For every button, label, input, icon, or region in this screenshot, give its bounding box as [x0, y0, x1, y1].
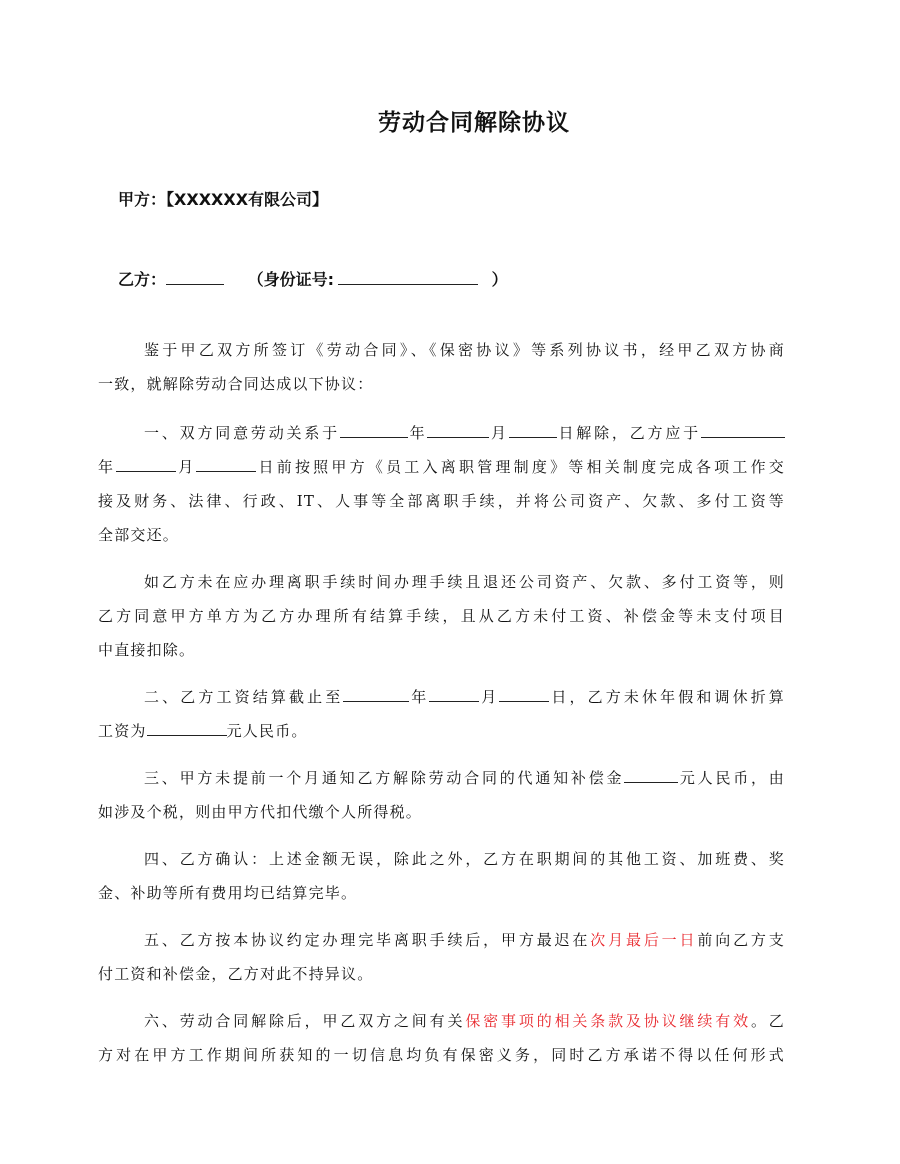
amount-blank[interactable]	[147, 721, 227, 736]
text: 前向乙方支	[697, 931, 785, 949]
clause-2-line	[98, 687, 785, 707]
month-blank[interactable]	[427, 423, 489, 438]
clause-3-line: 如涉及个税，则由甲方代扣代缴个人所得税。	[98, 803, 423, 821]
text: 年	[409, 688, 430, 706]
text: 月	[489, 424, 509, 442]
month-blank-fill[interactable]	[116, 457, 176, 472]
id-close: ）	[491, 270, 508, 289]
clause-1b-line: 如乙方未在应办理离职手续时间办理手续且退还公司资产、欠款、多付工资等，则	[144, 573, 785, 591]
highlighted-text: 次月最后一日	[590, 931, 698, 949]
clause-5-line	[98, 930, 785, 950]
day-blank[interactable]	[196, 457, 256, 472]
highlighted-text: 保密事项的相关条款及协议继续有效	[465, 1012, 751, 1030]
text: 元人民币，由	[678, 769, 786, 787]
text: 月	[176, 458, 197, 476]
day-blank[interactable]	[509, 423, 557, 438]
clause-1-line: 接及财务、法律、行政、IT、人事等全部离职手续，并将公司资产、欠款、多付工资等	[98, 492, 785, 510]
year-blank[interactable]	[340, 423, 408, 438]
preamble-line: 鉴于甲乙双方所签订《劳动合同》、《保密协议》等系列协议书，经甲乙双方协商	[144, 341, 785, 359]
document-title: 劳动合同解除协议	[378, 110, 570, 136]
text: 六、劳动合同解除后，甲乙双方之间有关	[144, 1012, 466, 1030]
month-blank[interactable]	[429, 687, 479, 702]
party-b-name-blank[interactable]	[166, 270, 224, 285]
clause-4-line: 四、乙方确认：上述金额无误，除此之外，乙方在职期间的其他工资、加班费、奖	[144, 850, 785, 868]
clause-2-line	[98, 721, 785, 741]
party-a-label: 甲方：	[118, 190, 167, 209]
clause-1-line	[98, 423, 785, 443]
text: 工资为	[98, 722, 147, 740]
amount-blank[interactable]	[624, 768, 678, 783]
text: 日前按照甲方《员工入离职管理制度》等相关制度完成各项工作交	[256, 458, 785, 476]
id-label: （身份证号:	[247, 270, 334, 289]
clause-1b-line: 中直接扣除。	[98, 641, 196, 659]
year-blank[interactable]	[701, 423, 785, 438]
text: 日解除，乙方应于	[556, 424, 702, 442]
text: 三、甲方未提前一个月通知乙方解除劳动合同的代通知补偿金	[144, 769, 625, 787]
text: 五、乙方按本协议约定办理完毕离职手续后，甲方最迟在	[144, 931, 591, 949]
clause-5-line: 付工资和补偿金，乙方对此不持异议。	[98, 965, 374, 983]
clause-6-line	[98, 1011, 785, 1031]
party-a-name: 【XXXXXX有限公司】	[166, 190, 329, 209]
clause-6-line: 方对在甲方工作期间所获知的一切信息均负有保密义务，同时乙方承诺不得以任何形式	[98, 1046, 785, 1064]
text: 年	[407, 424, 428, 442]
clause-4-line: 金、补助等所有费用均已结算完毕。	[98, 884, 358, 902]
text: 日，乙方未休年假和调休折算	[549, 688, 786, 706]
clause-1-line	[98, 457, 785, 477]
clause-1-line: 全部交还。	[98, 526, 180, 544]
text: 年	[98, 458, 117, 476]
party-b-label: 乙方：	[118, 270, 167, 289]
year-blank[interactable]	[343, 687, 409, 702]
text: 元人民币。	[226, 722, 308, 740]
clause-3-line	[98, 768, 785, 788]
party-a-line	[118, 187, 328, 210]
party-b-line	[118, 267, 508, 290]
text: 月	[479, 688, 500, 706]
text: 一、双方同意劳动关系于	[144, 424, 340, 442]
id-number-blank[interactable]	[338, 270, 478, 285]
preamble-line: 一致，就解除劳动合同达成以下协议：	[98, 375, 374, 393]
text: 。乙	[750, 1012, 786, 1030]
day-blank[interactable]	[499, 687, 549, 702]
text: 二、乙方工资结算截止至	[144, 688, 344, 706]
clause-1b-line: 乙方同意甲方单方为乙方办理所有结算手续，且从乙方未付工资、补偿金等未支付项目	[98, 607, 785, 625]
